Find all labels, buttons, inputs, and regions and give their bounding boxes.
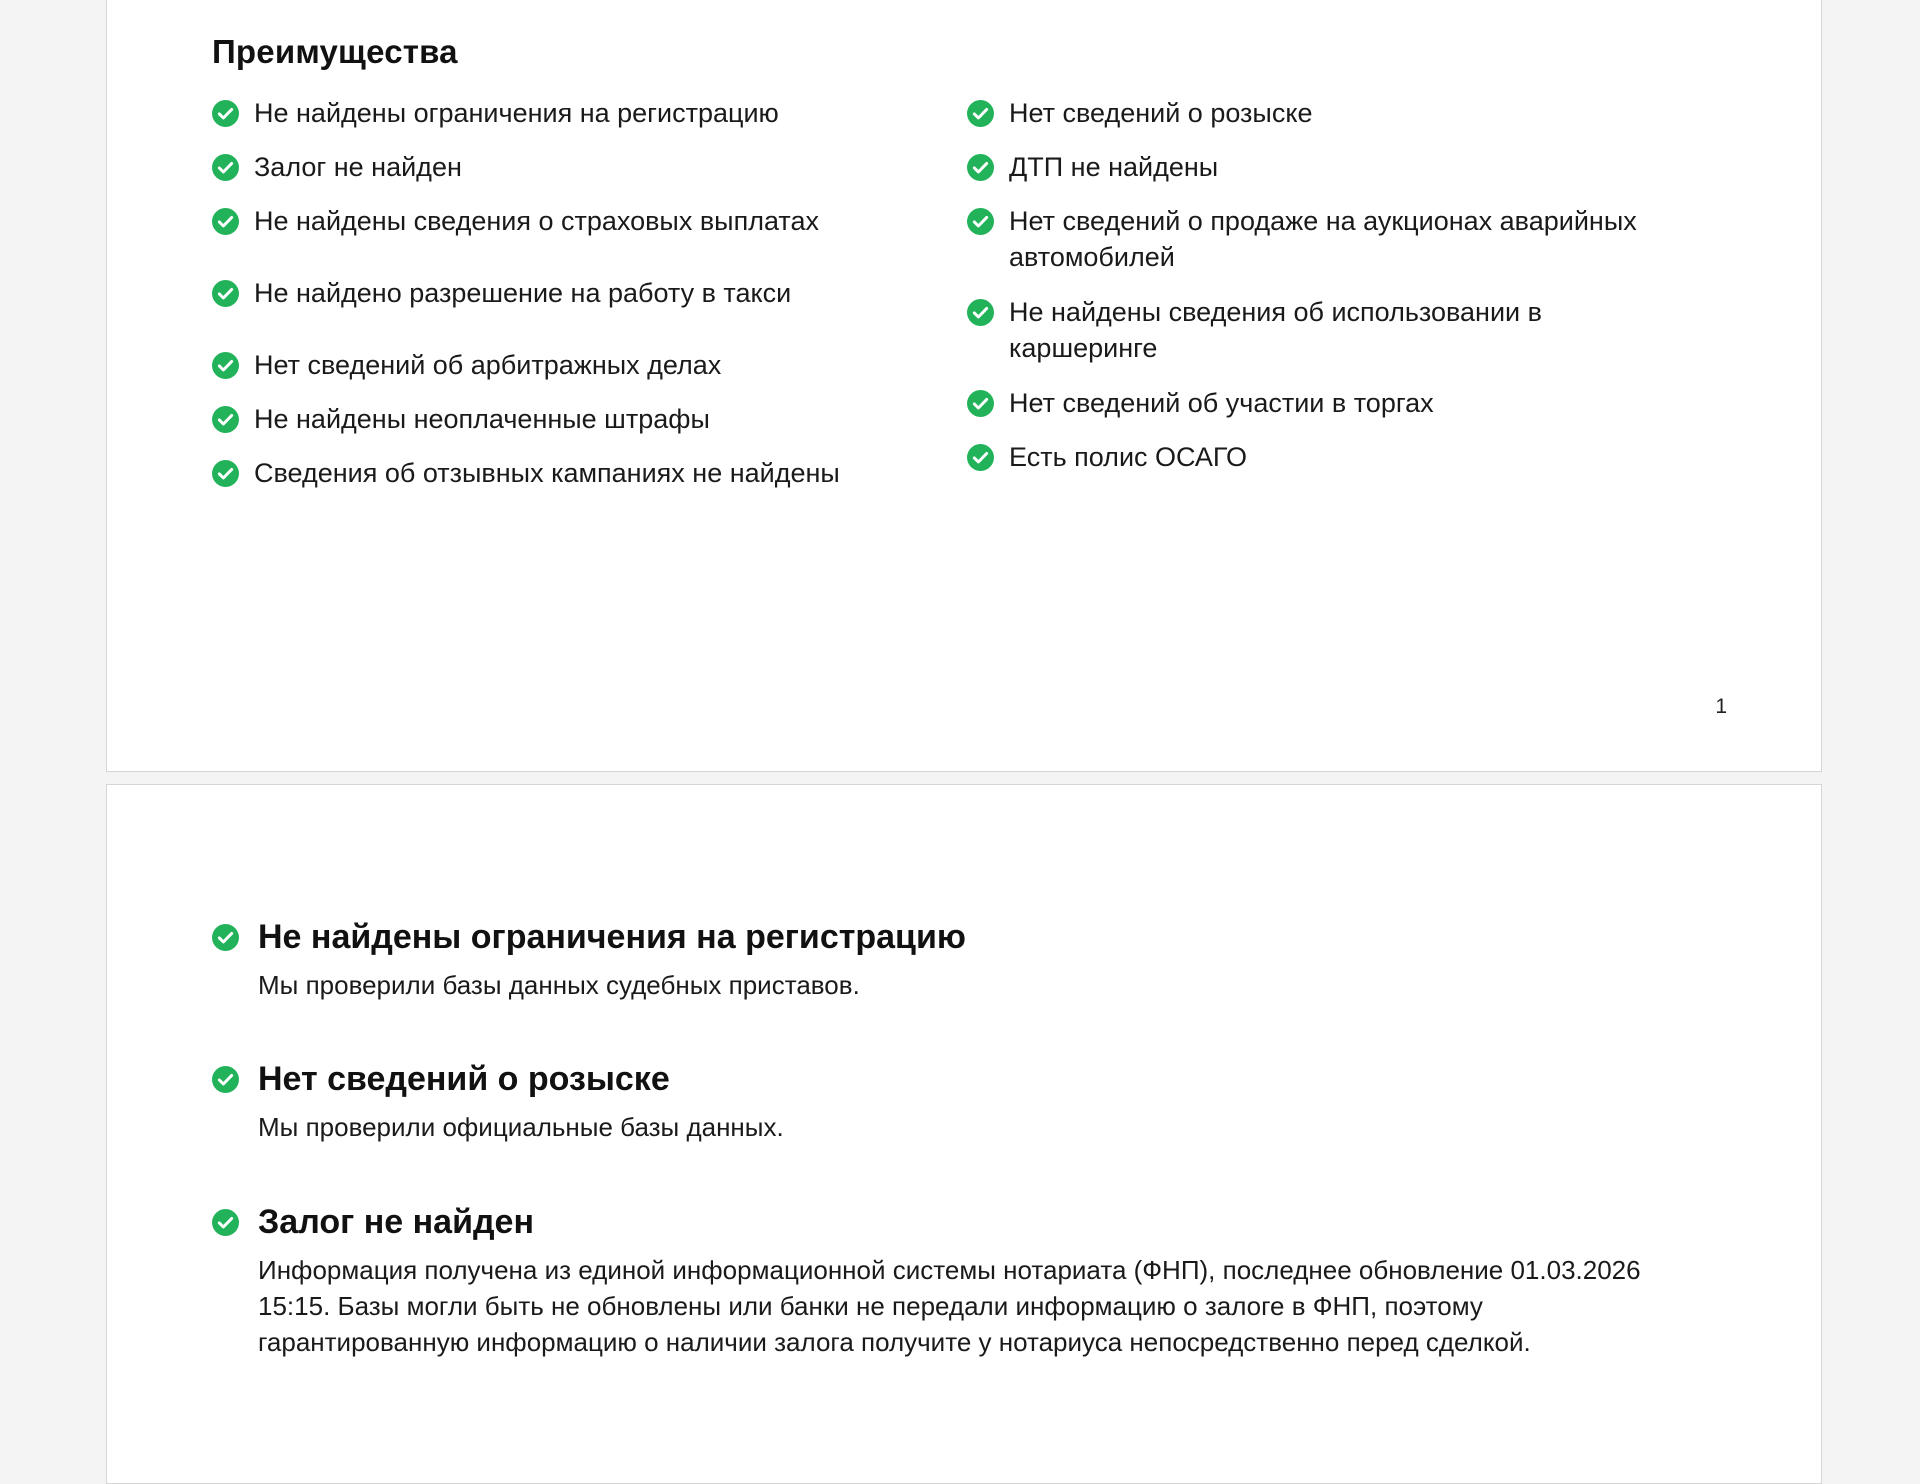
detail-title: Нет сведений о розыске [258, 1060, 670, 1098]
detail-section [212, 1200, 1712, 1360]
detail-section [212, 915, 1712, 1003]
check-circle-icon [967, 154, 994, 181]
advantage-text: Не найдены ограничения на регистрацию [254, 98, 779, 128]
advantages-left-column [212, 95, 952, 509]
advantage-item [967, 294, 1707, 366]
check-circle-icon [212, 924, 239, 951]
advantage-item [967, 385, 1707, 421]
advantage-text: Есть полис ОСАГО [1009, 442, 1248, 472]
advantage-text: Нет сведений о розыске [1009, 98, 1313, 128]
advantage-text: Не найдены неоплаченные штрафы [254, 404, 710, 434]
check-circle-icon [967, 444, 994, 471]
detail-section [212, 1057, 1712, 1145]
advantage-text: Нет сведений об участии в торгах [1009, 388, 1434, 418]
check-circle-icon [967, 390, 994, 417]
advantage-item [212, 401, 952, 437]
page-number: 1 [1715, 695, 1727, 718]
report-page-1 [106, 0, 1822, 772]
advantage-item [212, 347, 952, 383]
advantage-text: Залог не найден [254, 152, 462, 182]
advantage-item [212, 455, 952, 491]
advantage-item [967, 203, 1707, 275]
detail-title: Залог не найден [258, 1203, 535, 1241]
check-circle-icon [967, 100, 994, 127]
detail-header [212, 1200, 1712, 1244]
detail-title: Не найдены ограничения на регистрацию [258, 918, 966, 956]
check-circle-icon [212, 100, 239, 127]
check-circle-icon [212, 460, 239, 487]
check-circle-icon [967, 208, 994, 235]
check-circle-icon [212, 406, 239, 433]
detail-description: Мы проверили базы данных судебных приставов. [258, 970, 860, 1000]
advantage-item [212, 149, 952, 185]
advantage-text: Нет сведений о продаже на аукционах аварийных автомобилей [1009, 206, 1637, 272]
detail-header [212, 1057, 1712, 1101]
advantage-text: Не найдены сведения о страховых выплатах [254, 206, 819, 236]
advantage-text: Не найдено разрешение на работу в такси [254, 278, 792, 308]
advantage-item [212, 203, 952, 239]
advantage-text: Нет сведений об арбитражных делах [254, 350, 722, 380]
advantage-item [967, 149, 1707, 185]
check-circle-icon [212, 1209, 239, 1236]
advantage-text: Сведения об отзывных кампаниях не найдены [254, 458, 840, 488]
advantages-title: Преимущества [212, 33, 458, 70]
advantage-item [967, 439, 1707, 475]
check-circle-icon [212, 154, 239, 181]
detail-description: Мы проверили официальные базы данных. [258, 1112, 784, 1142]
check-circle-icon [212, 208, 239, 235]
report-page-2 [106, 784, 1822, 1484]
detail-description: Информация получена из единой информационной системы нотариата (ФНП), последнее обновление 01.03.2026 15:15. Базы могли быть не обновлены или банки не передали информацию о залоге в ФНП, поэтому гарантированную информацию о наличии залога получите у нотариуса непосредственно перед сделкой. [258, 1255, 1641, 1357]
detail-header [212, 915, 1712, 959]
check-circle-icon [212, 280, 239, 307]
advantage-item [967, 95, 1707, 131]
check-circle-icon [212, 1066, 239, 1093]
advantages-right-column [967, 95, 1707, 493]
advantage-text: Не найдены сведения об использовании в каршеринге [1009, 297, 1542, 363]
check-circle-icon [967, 299, 994, 326]
advantage-item [212, 275, 952, 311]
advantage-item [212, 95, 952, 131]
check-circle-icon [212, 352, 239, 379]
advantage-text: ДТП не найдены [1009, 152, 1219, 182]
